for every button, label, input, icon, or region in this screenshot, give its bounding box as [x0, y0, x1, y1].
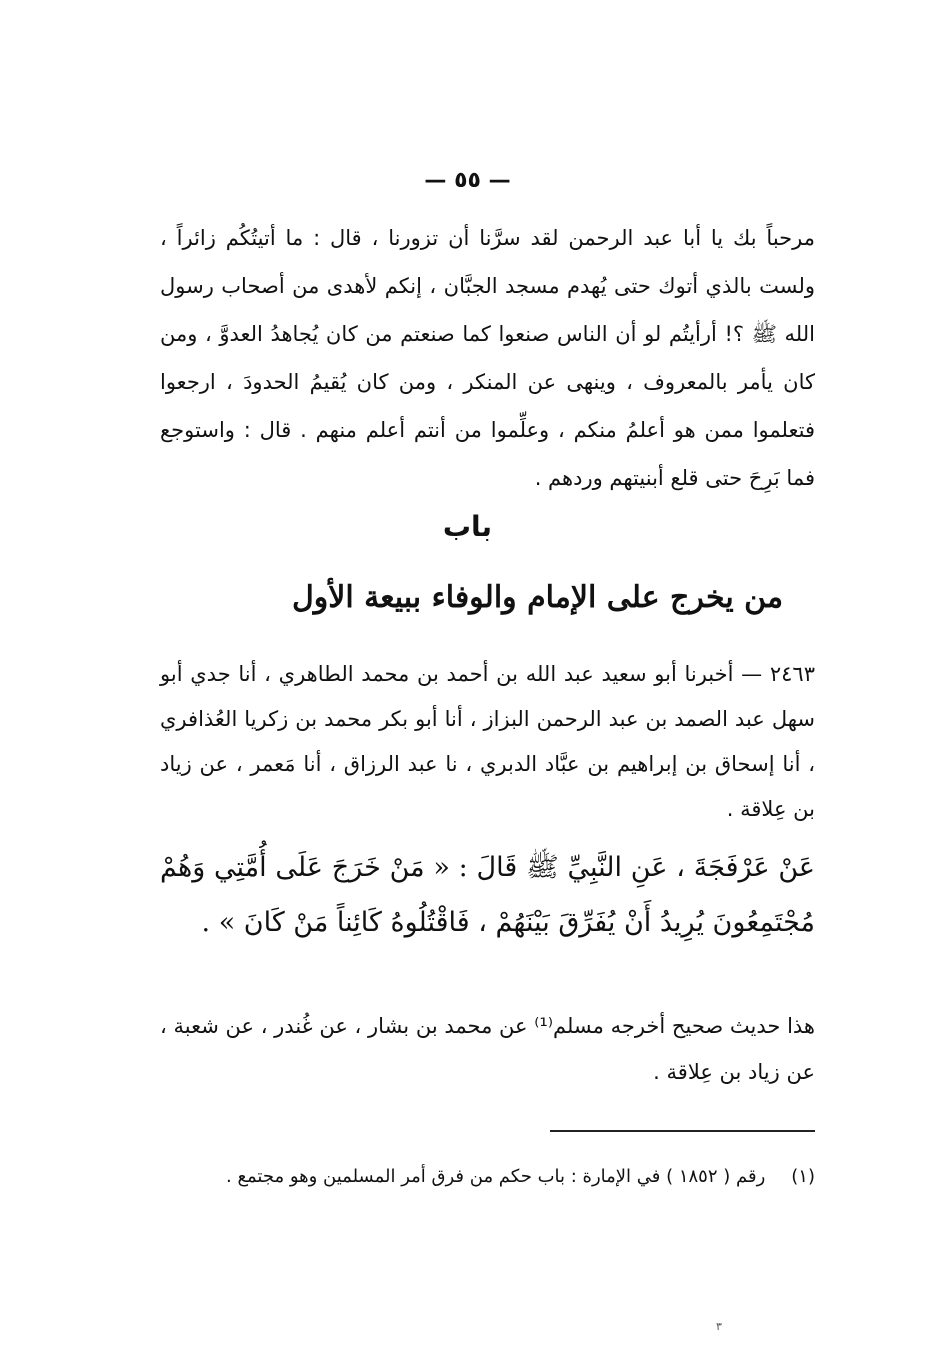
chapter-title: من يخرج على الإمام والوفاء ببيعة الأول [291, 580, 784, 615]
footnote-marker: (١) [791, 1166, 815, 1187]
page-number: — ٥٥ — [424, 168, 511, 193]
bab-heading: باب [442, 510, 493, 543]
footnote [160, 1160, 815, 1194]
hadith-isnad: ٢٤٦٣ — أخبرنا أبو سعيد عبد الله بن أحمد بن محمد الطاهري ، أنا جدي أبو سهل عبد الصمد بن عبد الرحمن البزاز ، أنا أبو بكر محمد بن زكريا العُذافري ، أنا إسحاق بن إبراهيم بن عبَّاد الدبري ، نا عبد الرزاق ، أنا مَعمر ، عن زياد بن عِلاقة . [160, 662, 815, 821]
corner-mark: ٣ [716, 1320, 722, 1333]
hadith-commentary: هذا حديث صحيح أخرجه مسلم⁽¹⁾ عن محمد بن بشار ، عن غُندر ، عن شعبة ، عن زياد بن عِلاقة . [160, 1014, 815, 1084]
opening-paragraph: مرحباً بك يا أبا عبد الرحمن لقد سرَّنا أن تزورنا ، قال : ما أتيتُكُم زائراً ، ولست بالذي أتوك حتى يُهدم مسجد الجبَّان ، إنكم لأهدى من أصحاب رسول الله ﷺ ؟! أرأيتُم لو أن الناس صنعوا كما صنعتم من كان يُجاهدُ العدوَّ ، ومن كان يأمر بالمعروف ، وينهى عن المنكر ، ومن كان يُقيمُ الحدودَ ، ارجعوا فتعلموا ممن هو أعلمُ منكم ، وعلِّموا من أنتم أعلم منهم . قال : واستوجع فما بَرِحَ حتى قلع أبنيتهم وردهم . [160, 226, 815, 490]
hadith-matn: عَنْ عَرْفَجَةَ ، عَنِ النَّبِيِّ ﷺ قَالَ : « مَنْ خَرَجَ عَلَى أُمَّتِي وَهُمْ مُجْتَمِعُونَ يُرِيدُ أَنْ يُفَرِّقَ بَيْنَهُمْ ، فَاقْتُلُوهُ كَائِناً مَنْ كَانَ » . [160, 852, 815, 938]
footnote-text: رقم ( ١٨٥٢ ) في الإمارة : باب حكم من فرق أمر المسلمين وهو مجتمع . [226, 1166, 766, 1187]
footnote-divider [550, 1130, 815, 1132]
